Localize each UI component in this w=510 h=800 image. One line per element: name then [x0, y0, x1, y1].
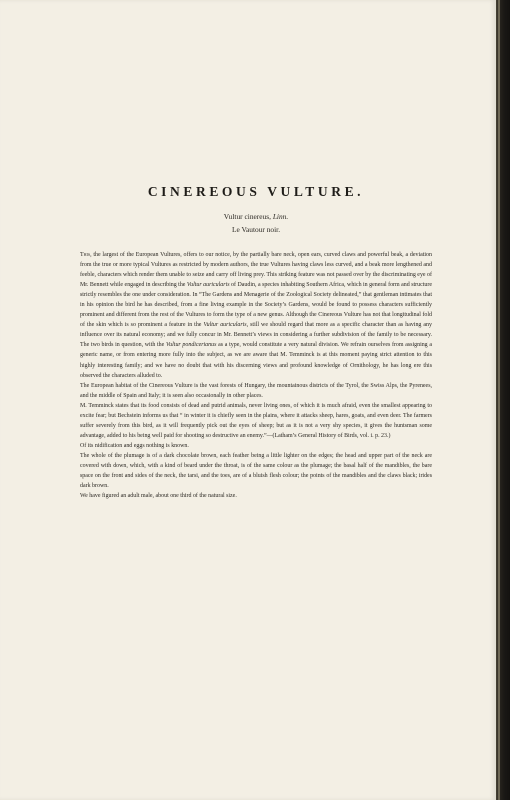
paragraph-text: , still we should regard that more as a specific character than as having any influence over its natural economy; and we fully concur in Mr. Bennett’s views in considering a further subdivision of the family to be necessary. The two birds in question, with the	[80, 322, 432, 349]
paragraph-text: We have figured an adult male, about one third of the natural size.	[80, 493, 237, 500]
body-paragraph	[80, 491, 432, 501]
paragraph-text: of Daudin, a species inhabiting Southern Africa, which in general form and structure strictly resembles the one under consideration. In “The Gardens and Menagerie of the Zoological Society delineated,” that gentleman intimates that in his opinion the bird he has described, from a fine living example in the Society’s Gardens, would be found to possess characters sufficiently prominent and different from the rest of the Vultures to form the type of a new genus. Although the Cinereous Vulture has not that longitudinal fold of the skin which is so prominent a feature in the	[80, 282, 432, 329]
body-text	[80, 250, 432, 501]
page-edge-line	[498, 0, 500, 800]
body-paragraph	[80, 441, 432, 451]
latin-name: Vultur cinereus,	[223, 212, 271, 221]
body-paragraph	[80, 451, 432, 491]
body-paragraph	[80, 381, 432, 401]
body-paragraph	[80, 401, 432, 441]
body-paragraph	[80, 250, 432, 381]
latin-name-line	[80, 210, 432, 223]
species-italic: Vultur pondicerianus	[165, 342, 217, 349]
species-italic: Vultur auricularis	[203, 322, 247, 329]
paragraph-text: M. Temminck states that its food consists of dead and putrid animals, never living ones, of which it is much afraid, even the smallest appearing to excite fear; but Bechstein informs us that “ in winter it is chiefly seen in the plains, where it attacks sheep, hares, goats, and even deer. The farmers suffer severely from this bird, as it will frequently pick out the eyes of sheep; but as it is not a very shy species, it gives the huntsman some advantage, added to his being well paid for shooting so destructive an enemy.”—(Latham’s General History of Birds, vol. i. p. 23.)	[80, 402, 432, 439]
page-content	[80, 184, 432, 501]
page-title: CINEREOUS VULTURE.	[147, 184, 365, 199]
paragraph-text: as a type, would constitute a very natural division. We refrain ourselves from assigning a generic name, or from entering more fully into the subject, as we are aware that M. Temminck is at this moment paying strict attention to this highly interesting family; and we have no doubt that with his discerning views and profound knowledge of Ornithology, he has long ere this observed the characters alluded to.	[80, 342, 432, 379]
paragraph-text: The European habitat of the Cinereous Vulture is the vast forests of Hungary, the mountainous districts of the Tyrol, the Swiss Alps, the Pyrenees, and the middle of Spain and Italy; it is seen also occasionally in other places.	[80, 382, 432, 399]
paragraph-text: the largest of the European Vultures, offers to our notice, by the partially bare neck, open ears, curved claws and powerful beak, a deviation from the true or more typical Vultures as restricted by modern authors, the true Vultures having claws less curved, and a beak more lengthened and feeble, characters which render them unable to seize and carry off living prey. This striking feature was not passed over by the discriminating eye of Mr. Bennett while engaged in describing the	[80, 252, 432, 289]
latin-authority: Linn.	[272, 212, 289, 221]
species-italic: Vultur auricularis	[186, 282, 230, 289]
paragraph-text: Of its nidification and eggs nothing is known.	[80, 442, 189, 449]
species-names	[80, 210, 432, 236]
paragraph-lead: This,	[80, 252, 92, 258]
french-name: Le Vautour noir.	[231, 225, 281, 234]
paragraph-text: The whole of the plumage is of a dark chocolate brown, each feather being a little lighter on the edges; the head and upper part of the neck are covered with down, which, with a kind of beard under the throat, is of the same colour as the plumage; the basal half of the mandibles, the bare space on the front and sides of the neck, the tarsi, and the toes, are of a bluish flesh colour; the points of the mandibles and the claws black; irides dark brown.	[80, 452, 432, 490]
